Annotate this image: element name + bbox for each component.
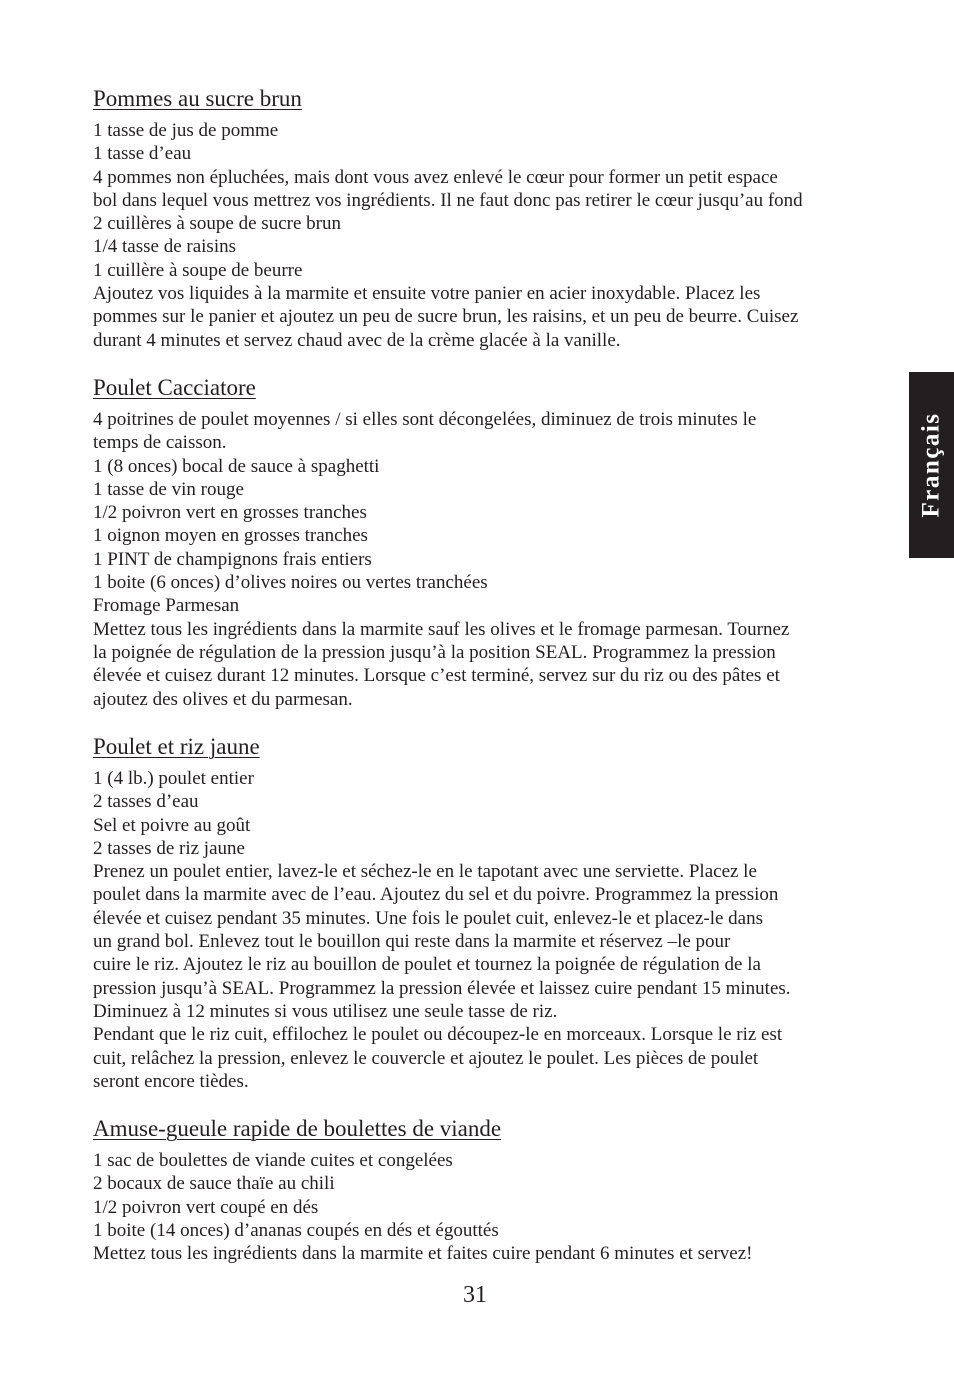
- recipe-line: 1 tasse d’eau: [93, 143, 192, 165]
- recipe-line: la poignée de régulation de la pression jusqu’à la position SEAL. Programmez la pression: [93, 641, 776, 663]
- recipe-line: 2 cuillères à soupe de sucre brun: [93, 213, 341, 235]
- recipe-line: 1 tasse de vin rouge: [93, 478, 244, 500]
- recipe-line: élevée et cuisez pendant 35 minutes. Une fois le poulet cuit, enlevez-le et placez-le dans: [93, 907, 763, 929]
- recipe-line: Pendant que le riz cuit, effilochez le poulet ou découpez-le en morceaux. Lorsque le riz est: [93, 1024, 783, 1046]
- recipe-line: Mettez tous les ingrédients dans la marmite et faites cuire pendant 6 minutes et servez!: [93, 1243, 753, 1265]
- recipe-line: 2 bocaux de sauce thaïe au chili: [93, 1173, 335, 1195]
- recipe-line: seront encore tièdes.: [93, 1070, 249, 1092]
- recipe-line: 1 (8 onces) bocal de sauce à spaghetti: [93, 455, 380, 477]
- recipe-poulet-cacciatore: [93, 373, 789, 711]
- recipe-line: ajoutez des olives et du parmesan.: [93, 688, 353, 710]
- recipe-line: 2 tasses de riz jaune: [93, 837, 245, 859]
- recipe-line: Sel et poivre au goût: [93, 814, 251, 836]
- recipe-line: Diminuez à 12 minutes si vous utilisez une seule tasse de riz.: [93, 1000, 558, 1022]
- recipe-line: Prenez un poulet entier, lavez-le et séchez-le en le tapotant avec une serviette. Placez le: [93, 861, 757, 883]
- recipe-line: temps de caisson.: [93, 432, 227, 454]
- recipe-body: [93, 1149, 753, 1265]
- recipe-line: 1/4 tasse de raisins: [93, 236, 237, 258]
- recipe-line: Fromage Parmesan: [93, 595, 240, 617]
- recipe-poulet-et-riz-jaune: [93, 732, 791, 1093]
- recipe-line: 4 pommes non épluchées, mais dont vous avez enlevé le cœur pour former un petit espace: [93, 166, 778, 188]
- recipe-line: pression jusqu’à SEAL. Programmez la pression élevée et laissez cuire pendant 15 minutes.: [93, 977, 791, 999]
- recipe-line: 1 PINT de champignons frais entiers: [93, 548, 372, 570]
- recipe-line: 1 sac de boulettes de viande cuites et congelées: [93, 1150, 453, 1171]
- recipe-amuse-gueule-boulettes: [93, 1114, 753, 1265]
- recipe-line: 1 boite (14 onces) d’ananas coupés en dés et égouttés: [93, 1219, 499, 1241]
- recipe-line: Ajoutez vos liquides à la marmite et ensuite votre panier en acier inoxydable. Placez les: [93, 283, 761, 305]
- language-tab-label: Français: [917, 412, 945, 518]
- recipe-line: Mettez tous les ingrédients dans la marmite sauf les olives et le fromage parmesan. Tournez: [93, 618, 790, 640]
- recipe-line: 1 tasse de jus de pomme: [93, 120, 279, 141]
- recipe-pommes-au-sucre-brun: [93, 84, 803, 352]
- recipe-line: cuit, relâchez la pression, enlevez le couvercle et ajoutez le poulet. Les pièces de poulet: [93, 1047, 759, 1069]
- recipe-line: cuire le riz. Ajoutez le riz au bouillon de poulet et tournez la poignée de régulation de la: [93, 954, 761, 976]
- recipe-body: [93, 119, 803, 352]
- recipe-line: 2 tasses d’eau: [93, 791, 199, 813]
- recipe-line: pommes sur le panier et ajoutez un peu de sucre brun, les raisins, et un peu de beurre. Cuisez: [93, 306, 799, 328]
- recipe-line: 4 poitrines de poulet moyennes / si elles sont décongelées, diminuez de trois minutes le: [93, 409, 757, 430]
- recipe-line: bol dans lequel vous mettrez vos ingrédients. Il ne faut donc pas retirer le cœur jusqu’au fond: [93, 189, 803, 211]
- recipe-line: poulet dans la marmite avec de l’eau. Ajoutez du sel et du poivre. Programmez la pression: [93, 884, 779, 906]
- recipe-title: Amuse-gueule rapide de boulettes de viande: [93, 1116, 502, 1141]
- recipe-line: 1/2 poivron vert en grosses tranches: [93, 502, 367, 524]
- recipe-line: 1 oignon moyen en grosses tranches: [93, 525, 368, 547]
- recipe-line: 1 (4 lb.) poulet entier: [93, 768, 254, 789]
- recipe-line: 1/2 poivron vert coupé en dés: [93, 1196, 319, 1218]
- recipe-body: [93, 408, 789, 711]
- recipe-title: Poulet et riz jaune: [93, 734, 260, 759]
- recipe-title: Pommes au sucre brun: [93, 86, 302, 111]
- recipe-title: Poulet Cacciatore: [93, 375, 256, 400]
- recipe-body: [93, 767, 791, 1093]
- recipe-line: 1 cuillère à soupe de beurre: [93, 259, 303, 281]
- recipe-line: 1 boite (6 onces) d’olives noires ou vertes tranchées: [93, 572, 488, 594]
- recipe-line: élevée et cuisez durant 12 minutes. Lorsque c’est terminé, servez sur du riz ou des pâtes et: [93, 665, 780, 687]
- recipe-line: un grand bol. Enlevez tout le bouillon qui reste dans la marmite et réservez –le pour: [93, 931, 731, 953]
- page-number: 31: [463, 1282, 487, 1308]
- language-side-tab: [909, 372, 954, 558]
- recipe-line: durant 4 minutes et servez chaud avec de la crème glacée à la vanille.: [93, 329, 621, 351]
